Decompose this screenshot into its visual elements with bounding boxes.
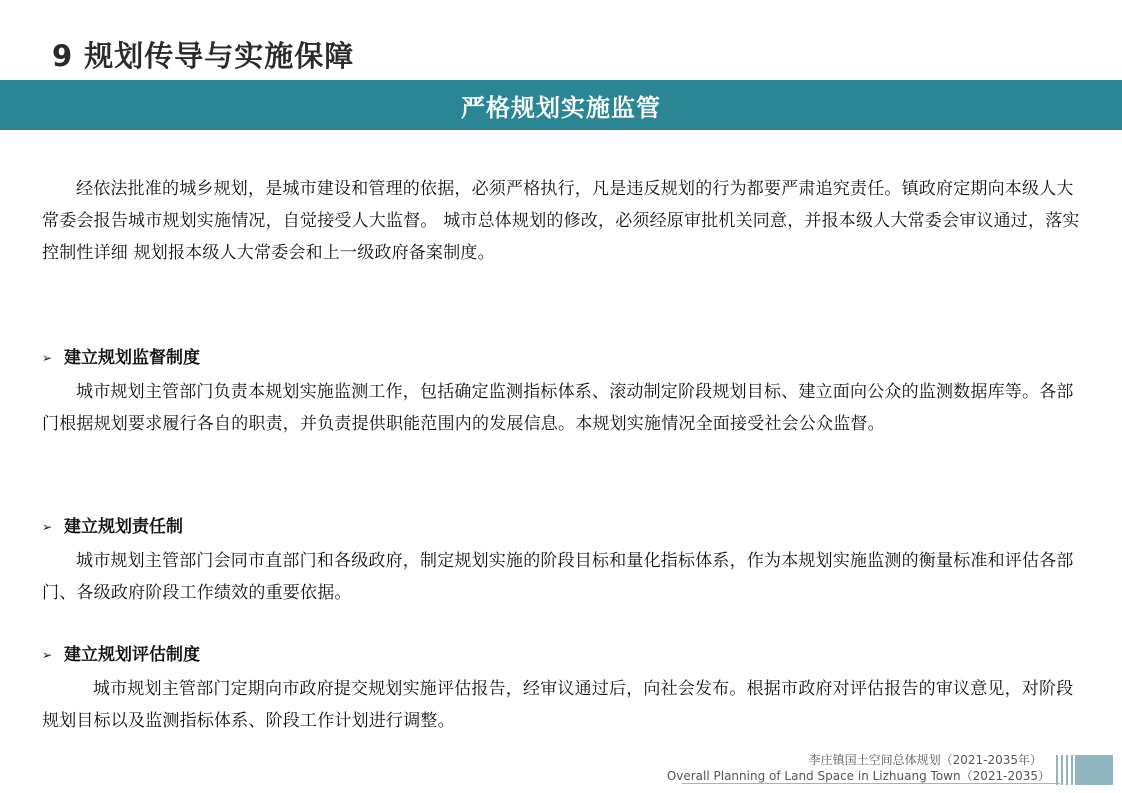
footer-bar xyxy=(1061,755,1063,785)
footer-decoration-block xyxy=(1075,755,1113,785)
section-heading-label: 建立规划评估制度 xyxy=(64,645,200,665)
section-banner xyxy=(0,80,1122,130)
footer-bar xyxy=(1066,755,1068,785)
bullet-arrow-icon: ➢ xyxy=(42,520,53,534)
section-heading-label: 建立规划监督制度 xyxy=(64,348,200,368)
section-heading-label: 建立规划责任制 xyxy=(64,517,183,537)
footer-title-cn: 李庄镇国土空间总体规划（2021-2035年） xyxy=(808,753,1042,767)
footer-decoration-bars xyxy=(1056,755,1073,785)
section-body-evaluation: 城市规划主管部门定期向市政府提交规划实施评估报告，经审议通过后，向社会发布。根据市政府对评估报告的审议意见，对阶段规划目标以及监测指标体系、阶段工作计划进行调整。 xyxy=(42,679,1074,731)
bullet-arrow-icon: ➢ xyxy=(42,351,53,365)
section-heading-evaluation xyxy=(42,643,200,667)
section-heading-supervision xyxy=(42,346,200,370)
footer-title-en: Overall Planning of Land Space in Lizhuang Town（2021-2035） xyxy=(666,769,1050,783)
bullet-arrow-icon: ➢ xyxy=(42,648,53,662)
section-banner-title: 严格规划实施监管 xyxy=(461,93,661,122)
section-heading-responsibility xyxy=(42,515,183,539)
footer-divider xyxy=(682,783,1060,784)
intro-paragraph: 经依法批准的城乡规划，是城市建设和管理的依据，必须严格执行，凡是违反规划的行为都要严肃追究责任。镇政府定期向本级人大常委会报告城市规划实施情况，自觉接受人大监督。 城市总体规划的修改，必须经原审批机关同意，并报本级人大常委会审议通过，落实控制性详细 规划报本级人大常委会和上一级政府备案制度。 xyxy=(42,179,1080,263)
section-body-supervision: 城市规划主管部门负责本规划实施监测工作，包括确定监测指标体系、滚动制定阶段规划目标、建立面向公众的监测数据库等。各部门根据规划要求履行各自的职责，并负责提供职能范围内的发展信息。本规划实施情况全面接受社会公众监督。 xyxy=(42,382,1074,434)
page-title: 9 规划传导与实施保障 xyxy=(52,39,355,73)
section-body-responsibility: 城市规划主管部门会同市直部门和各级政府，制定规划实施的阶段目标和量化指标体系，作为本规划实施监测的衡量标准和评估各部门、各级政府阶段工作绩效的重要依据。 xyxy=(42,551,1074,603)
footer-bar xyxy=(1056,755,1058,785)
footer-bar xyxy=(1071,755,1073,785)
